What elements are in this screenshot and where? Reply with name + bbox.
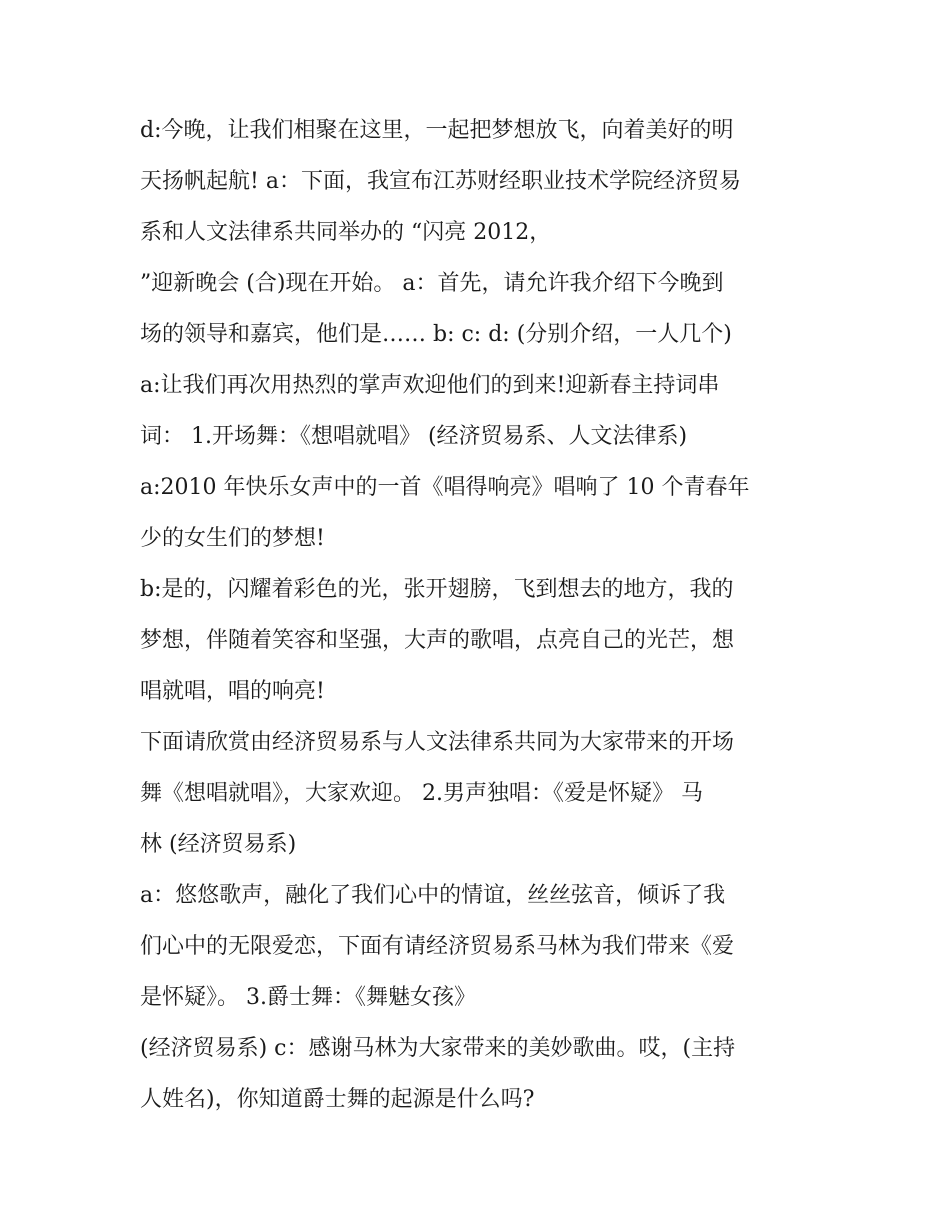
text-line: 下面请欣赏由经济贸易系与人文法律系共同为大家带来的开场 — [140, 730, 735, 755]
text-line: a:让我们再次用热烈的掌声欢迎他们的到来!迎新春主持词串 — [140, 373, 720, 398]
text-line: 词： 1.开场舞：《想唱就唱》 (经济贸易系、人文法律系) — [140, 424, 688, 449]
text-line: 舞《想唱就唱》，大家欢迎。 2.男声独唱：《爱是怀疑》 马 — [140, 781, 703, 806]
text-line: 们心中的无限爱恋，下面有请经济贸易系马林为我们带来《爱 — [140, 934, 735, 959]
text-line: 人姓名)，你知道爵士舞的起源是什么吗? — [140, 1087, 535, 1112]
text-line: (经济贸易系) c：感谢马林为大家带来的美妙歌曲。哎，(主持 — [140, 1036, 736, 1061]
text-line: 梦想，伴随着笑容和坚强，大声的歌唱，点亮自己的光芒，想 — [140, 628, 735, 653]
text-line: b:是的，闪耀着彩色的光，张开翅膀，飞到想去的地方，我的 — [140, 577, 734, 602]
text-line: 林 (经济贸易系) — [140, 832, 297, 857]
text-line: a:2010 年快乐女声中的一首《唱得响亮》唱响了 10 个青春年 — [140, 475, 750, 500]
text-line: 天扬帆起航! a：下面，我宣布江苏财经职业技术学院经济贸易 — [140, 169, 741, 194]
text-line: d:今晚，让我们相聚在这里，一起把梦想放飞，向着美好的明 — [140, 118, 734, 143]
document-body — [140, 105, 840, 1125]
text-line: 是怀疑》。 3.爵士舞：《舞魅女孩》 — [140, 985, 476, 1010]
text-line: a：悠悠歌声，融化了我们心中的情谊，丝丝弦音，倾诉了我 — [140, 883, 726, 908]
text-line: 系和人文法律系共同举办的 “闪亮 2012， — [140, 220, 552, 245]
text-line: 少的女生们的梦想! — [140, 526, 325, 551]
text-line: ”迎新晚会 (合)现在开始。 a：首先，请允许我介绍下今晚到 — [140, 271, 724, 296]
text-line: 场的领导和嘉宾，他们是…… b: c: d: (分别介绍，一人几个) — [140, 322, 732, 347]
text-line: 唱就唱，唱的响亮! — [140, 679, 325, 704]
